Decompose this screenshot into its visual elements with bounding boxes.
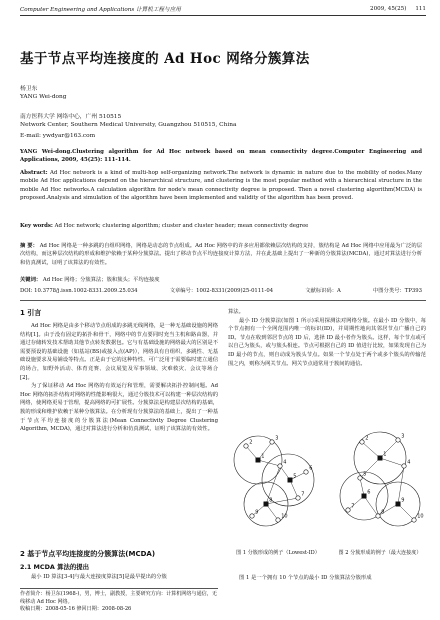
node-label: 2 [365, 435, 369, 442]
network-link [258, 442, 272, 460]
network-link [362, 442, 380, 458]
clc-number: 中图分类号：TP393 [373, 288, 422, 294]
keywords-label: Key words: [20, 223, 53, 229]
network-node [360, 440, 364, 444]
figure-1-diagram [228, 420, 328, 538]
network-node [376, 514, 380, 518]
paper-title: 基于节点平均连接度的 Ad Hoc 网络分簇算法 [20, 51, 310, 67]
network-link [290, 480, 298, 498]
document-code: 文献标识码：A [305, 288, 341, 294]
node-label: 3 [401, 433, 405, 440]
section-2-1-paragraph: 最小 ID 算法[3-4]与最大连接度算法[5]是最早提出的分簇 [31, 574, 167, 580]
node-label: 8 [269, 497, 273, 504]
abstract-text: Ad Hoc network is a kind of multi-hop self-organizing network.The network is dynamic in nature due to the mobility of nodes.Many mobile Ad Hoc applications depend on the hierarchical structure, and clustering is the most popular method with a hierarchical structure in the mobile Ad Hoc networks.A calculation algorithm for node's mean connectivity degree is proposed. Then a novel clustering algorithm(MCDA) is proposed.Analysis and simulation of the algorithm have been implemented and validity of the algorithm has been proved. [20, 170, 422, 202]
cluster-head-node [288, 478, 293, 483]
cn-abstract-label: 摘 要： [20, 243, 38, 249]
network-link [266, 466, 280, 504]
intro-paragraph-2: 为了保证移动 Ad Hoc 网络的有效运行和管理，需要解决拓扑控制问题。Ad Hoc 网络的拓扑结构对网络的性能影响很大，通过分簇技术可以构建一种层次结构的网络，使网络更易于管理，提高网络的可扩展性。分簇算法是构建层次结构的基础，簇的形成和维护依赖于某种分簇算法。在分析现有分簇算法的基础上，提出了一种基于节点平均连接度的分簇算法(Mean Connectivity Degree Clustering Algorithm, MCDA)，通过对算法进行分析和仿真测试，证明了该算法的有效性。 [20, 383, 218, 433]
right-paragraph-2: 最小 ID 分簇算法(如图 1 所示)采用探测法对网络分簇。在最小 ID 分簇中，每个节点拥有一个全网范围内唯一的标识(ID)，并周期性地向其邻居节点广播自己的 ID。节点在收到邻居节点的 ID 后，选择 ID 最小者作为簇头。这样，每个节点或可以自己为簇头，或与簇头相连。节点可根据自己的 ID 值进行比较，如果发现自己为 ID 最小的节点，则自动成为簇头节点。如果一个节点处于两个或多个簇头的传输范围之内，则称为网关节点。网关节点通常用于簇间的通信。 [228, 317, 426, 367]
right-column [228, 308, 426, 368]
network-node [276, 518, 280, 522]
node-label: 1 [261, 453, 265, 460]
issue-page [370, 6, 426, 12]
section-2-heading: 2 基于节点平均连接度的分簇算法(MCDA) [20, 550, 156, 558]
divider [20, 300, 426, 301]
author-cn: 杨卫东 [20, 86, 38, 92]
article-meta [20, 287, 422, 295]
node-label: 7 [301, 491, 305, 498]
affiliation-cn: 南方医科大学 网络中心，广州 510515 [20, 114, 122, 120]
node-label: 6 [309, 465, 313, 472]
network-node [412, 518, 416, 522]
cluster-head-node [378, 456, 383, 461]
citation: YANG Wei-dong.Clustering algorithm for Ad Hoc network based on mean connectivity degree.Computer Engineering and Applications, 2009, 45(25): 111-114. [20, 149, 422, 164]
network-node [270, 440, 274, 444]
cn-abstract-text: Ad Hoc 网络是一种多跳的自组织网络，网络是动态的节点组成。Ad Hoc 网络中的许多应用都依赖层次结构的支持，簇结构是 Ad Hoc 网络中应用最为广泛的层次结构，而这种层次结构的形成和维护依赖于某种分簇算法。提出了移动节点平均连接度计算方法，并在此基础上提出了一种新的分簇算法(MCDA)，通过对算法进行分析和仿真测试，证明了该算法的有效性。 [20, 243, 422, 266]
footnote [20, 591, 220, 614]
article-number: 文章编号：1002-8331(2009)25-0111-04 [169, 288, 274, 294]
node-label: 10 [281, 513, 288, 520]
network-node [346, 508, 350, 512]
figure-2-caption: 图 2 分簇形成的例子（最大连接度） [338, 550, 422, 556]
author-bio: 作者简介：杨卫东(1968-)，男，博士，副教授，主要研究方向：计算机网络与通信，无线移动 Ad Hoc 网络。 [20, 591, 217, 605]
node-label: 7 [351, 503, 355, 510]
network-node [396, 438, 400, 442]
section-1-heading: 1 引言 [20, 309, 42, 317]
node-label: 9 [401, 497, 405, 504]
network-node [402, 464, 406, 468]
footnote-rule [20, 588, 218, 589]
node-label: 2 [249, 439, 253, 446]
left-column [20, 322, 218, 434]
figure-2-diagram [330, 420, 430, 538]
cn-keywords-label: 关键词： [20, 277, 42, 283]
keywords-text: Ad Hoc network; clustering algorithm; cluster and cluster header; mean connectivity degree [54, 223, 309, 229]
right-tail-paragraph: 图 1 是一个拥有 10 个节点的最小 ID 分簇算法分簇形成 [239, 575, 372, 581]
cluster-head-node [362, 494, 367, 499]
node-label: 6 [367, 489, 371, 496]
received-dates: 收稿日期：2008-05-16 修回日期：2008-08-26 [20, 606, 132, 613]
email: E-mail: ywdyar@163.com [20, 133, 96, 139]
node-label: 5 [293, 473, 297, 480]
node-label: 10 [417, 513, 424, 520]
intro-paragraph-1: Ad Hoc 网络是由多个移动节点组成的多跳无线网络，是一种无基础设施的网络结构[1]。由于没有固定的拓扑和骨干，网络中的节点要同时充当主机和路由器，并通过存储转发技术帮助其他节点转发数据包。它与有基础设施的网络最大的区别是不需要预设的基础设施（如基站(BS)或接入点(AP)），网络具有自组织、多跳性、无基础设施要求及易铺设等特点。正是由于它的这种特性，可广泛用于需要临时建立通信的场合，如野外活动、体育竞赛、会议展览及军事领域、灾难救灾、会议等场合[2]。 [20, 323, 218, 381]
node-label: 9 [255, 509, 259, 516]
keywords [20, 222, 422, 230]
node-label: 3 [275, 435, 279, 442]
journal-name: Computer Engineering and Applications 计算机工程与应用 [20, 7, 181, 13]
network-link [360, 478, 364, 496]
section-2-1-heading: 2.1 MCDA 算法的提出 [20, 563, 90, 571]
cluster-head-node [396, 502, 401, 507]
running-header [20, 3, 426, 16]
node-label: 4 [407, 459, 411, 466]
cluster-head-node [264, 502, 269, 507]
network-link [380, 458, 404, 466]
node-label: 8 [381, 509, 385, 516]
network-node [358, 476, 362, 480]
network-node [278, 464, 282, 468]
cn-keywords [20, 276, 422, 284]
node-label: 4 [283, 459, 287, 466]
network-node [296, 496, 300, 500]
issue: 2009, 45(25) [370, 6, 407, 12]
author-en: YANG Wei-dong [20, 94, 67, 100]
node-label: 5 [363, 471, 367, 478]
cn-abstract [20, 242, 422, 267]
network-node [304, 470, 308, 474]
section-2-1-text [20, 573, 218, 582]
network-node [250, 514, 254, 518]
abstract [20, 169, 422, 203]
cn-keywords-text: Ad Hoc 网络；分簇算法；簇和簇头；平均连接度 [42, 277, 160, 283]
figure-1-caption: 图 1 分簇形成的例子（Lowest-ID） [236, 550, 320, 556]
node-label: 1 [383, 451, 387, 458]
abstract-label: Abstract: [20, 170, 48, 176]
cluster-head-node [256, 458, 261, 463]
page-number: 111 [415, 6, 426, 12]
right-column-tail [228, 574, 426, 583]
network-node [244, 444, 248, 448]
right-paragraph-1: 算法。 [228, 309, 244, 315]
network-link [258, 460, 280, 466]
affiliation-en: Network Center, Southern Medical University, Guangzhou 510515, China [20, 122, 237, 128]
doi: DOI: 10.3778/j.issn.1002-8331.2009.25.034 [20, 288, 138, 294]
